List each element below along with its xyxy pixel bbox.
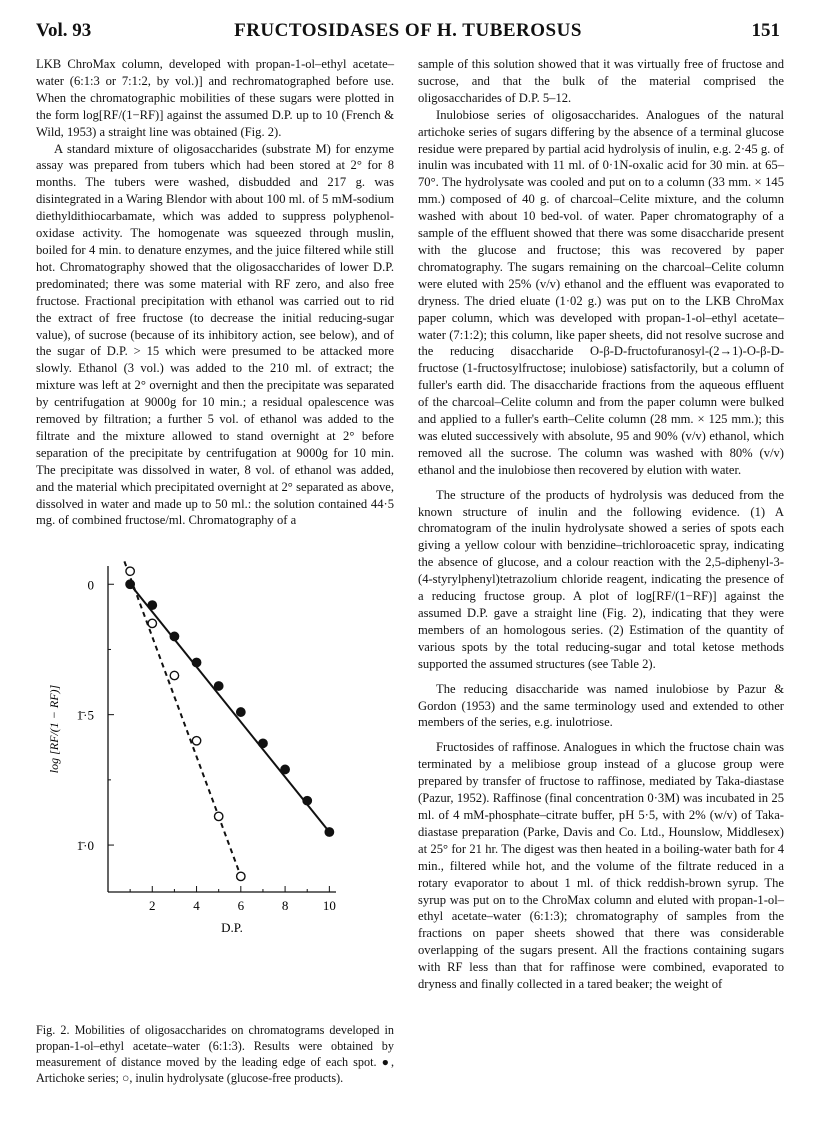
inulin-point — [214, 812, 222, 820]
y-tick-label: 1̄·0 — [76, 838, 94, 854]
x-tick-label: 10 — [322, 898, 336, 913]
artichoke-point — [259, 739, 267, 747]
artichoke-point — [214, 682, 222, 690]
running-title: FRUCTOSIDASES OF H. TUBEROSUS — [234, 20, 582, 41]
artichoke-point — [325, 828, 333, 836]
artichoke-point — [170, 632, 178, 640]
figure-caption: Fig. 2. Mobilities of oligosaccharides on chromatograms developed in propan-1-ol–ethyl acetate–water (6:1:3). Results were obtained by measurement of distance moved by the leading edge of each spot. ●, Artichoke series; ○, inulin hydrolysate (glucose-free products). — [36, 1023, 394, 1085]
x-tick-label: 2 — [149, 898, 156, 913]
paragraph: The structure of the products of hydrolysis was deduced from the known structure of inulin and the following evidence. (1) A chromatogram of the inulin hydrolysate showed a series of spots each giving a yellow colour with benzidine–trichloroacetic spray, indicating the absence of glucose, and a colour reaction with the 2,5-diphenyl-3-(4-styrylphenyl)tetrazolium chloride reagent, indicating the presence of a reducing fructose group. A plot of log[RF/(1−RF)] against the assumed D.P. gave a straight line (Fig. 2), indicating that they were members of an homologous series. (2) Estimation of the quantity of various spots by the total reducing-sugar and total ketose methods supported the assumed structures (see Table 2). — [418, 487, 784, 671]
chart — [36, 558, 394, 958]
artichoke-point — [192, 658, 200, 666]
artichoke-point — [281, 765, 289, 773]
y-axis-label: log [RF/(1 − RF)] — [47, 684, 61, 774]
paragraph: Inulobiose series of oligosaccharides. Analogues of the natural artichoke series of sugars differing by the absence of a terminal glucose residue were prepared by partial acid hydrolysis of inulin, e.g. 2·45 g. of inulin was incubated with 11 ml. of 0·1N-oxalic acid for 30 min. at 65–70°. The hydrolysate was cooled and put on to a column (33 mm. × 145 mm.) composed of 40 g. of charcoal–Celite mixture, and the column washed with about 10 bed-vol. of water. Paper chromatography of a sample of the effluent showed that there was some disaccharide present with the glucose and fructose; this was recovered by paper chromatography. The sugars remaining on the charcoal–Celite column were eluted with 25% (v/v) ethanol and the effluent was evaporated to dryness. The dried eluate (1·02 g.) was put on to the LKB ChroMax paper column, which was developed with propan-1-ol–ethyl acetate–water (7:1:2); this column, like paper sheets, did not resolve sucrose and the reducing disaccharide O-β-D-fructofuranosyl-(2→1)-O-β-D-fructose (1-fructosylfructose; inulobiose) satisfactorily, but a column of fuller's earth did. The disaccharide fractions from the aqueous effluent of the charcoal–Celite column and from the paper column were bulked and applied to a fuller's earth–Celite column (28 mm. × 125 mm.); this was eluted successively with absolute, 95 and 90% (v/v) ethanol, which removed all the sucrose. The column was washed with 80% (v/v) ethanol and the inulobiose then recovered by elution with water. — [418, 107, 784, 477]
inulin-point — [237, 872, 245, 880]
right-column — [418, 56, 784, 993]
artichoke-point — [303, 797, 311, 805]
inulin-point — [170, 671, 178, 679]
left-column — [36, 56, 394, 529]
paragraph: sample of this solution showed that it was virtually free of fructose and sucrose, and that the bulk of the material comprised the oligosaccharides of D.P. 5–12. — [418, 57, 784, 105]
volume-number: Vol. 93 — [36, 20, 92, 41]
artichoke-point — [237, 708, 245, 716]
inulin-point — [192, 737, 200, 745]
x-tick-label: 6 — [237, 898, 245, 913]
artichoke-point — [126, 580, 134, 588]
inulin-point — [126, 567, 134, 575]
paragraph: LKB ChroMax column, developed with propan-1-ol–ethyl acetate–water (6:1:3 or 7:1:2, by vol.)] and rechromatographed before use. When the chromatographic mobilities of these sugars were plotted in the form log[RF/(1−RF)] against the assumed D.P. up to 10 (French & Wild, 1953) a straight line was obtained (Fig. 2). — [36, 57, 394, 139]
paragraph: The reducing disaccharide was named inulobiose by Pazur & Gordon (1953) and the same terminology used and extended to other members of the series, e.g. inulotriose. — [418, 681, 784, 730]
y-tick-label: 1̄·5 — [76, 707, 94, 723]
page-number: 151 — [751, 20, 780, 41]
artichoke-point — [148, 601, 156, 609]
y-tick-label: 0 — [87, 577, 94, 593]
figure-2 — [36, 558, 394, 958]
x-tick-label: 4 — [193, 898, 200, 913]
x-axis-label: D.P. — [221, 920, 243, 935]
running-header — [36, 20, 780, 46]
inulin-trend-line — [121, 558, 241, 876]
paragraph: Fructosides of raffinose. Analogues in which the fructose chain was terminated by a melibiose group instead of a glucose group were prepared by transfer of fructose to raffinose, mediated by Taka-diastase (Pazur, 1952). Raffinose (final concentration 0·3M) was incubated in 25 ml. of 4 mM-phosphate–citrate buffer, pH 5·5, with 2% (w/v) of Taka-diastase preparation (Parke, Davis and Co. Ltd., Hounslow, Middlesex) at 25° for 21 hr. The digest was then heated in a boiling-water bath for 4 min., filtered while hot, and the volume of the filtrate reduced in a rotary evaporator to about 1 ml. of thick reddish-brown syrup. The syrup was put on to the ChroMax column and eluted with propan-1-ol–ethyl acetate–water (6:1:3); chromatography of samples from the fractions on paper sheets showed that there was considerable overlapping of the sugars present. All the fractions containing sugars with RF less than that for raffinose were combined, evaporated to dryness and finally collected in a tared beaker; the weight of — [418, 740, 784, 992]
x-tick-label: 8 — [281, 898, 289, 913]
artichoke-trend-line — [130, 584, 329, 832]
paragraph: A standard mixture of oligosaccharides (substrate M) for enzyme assay was prepared from tubers which had been stored at 2° for 8 months. The tubers were washed, disbudded and 217 g. was disintegrated in a Waring Blendor with about 100 ml. of 5 mM-sodium diethyldithiocarbamate, which was added to suppress polyphenol-oxidase activity. The homogenate was squeezed through muslin, boiled for 4 min. to denature enzymes, and the juice filtered while still hot. Chromatography showed that the oligosaccharides of lower D.P. predominated; there was some material with RF zero, and also free fructose. Fractional precipitation with ethanol was carried out to rid the extract of free fructose (to decrease the initial reducing-sugar value), of sucrose (because of its inhibitory action, see below), and of the sugar of D.P. > 15 which were presumed to be attacked more slowly. Ethanol (3 vol.) was added to the 210 ml. of extract; the mixture was left at 2° overnight and then the precipitate was separated by centrifugation at 9000g for 10 min.; a residual opalescence was removed by filtration; a further 5 vol. of ethanol was added to the filtrate and the mixture allowed to stand overnight at 2° before separation of the precipitate by centrifugation at 9000g for 10 min. The precipitate was dissolved in water, 8 vol. of ethanol was added, and the material which precipitated overnight at 2° separated as above, dissolved in water and made up to 50 ml.: the solution contained 44·5 mg. of combined fructose/ml. Chromatography of a — [36, 141, 394, 528]
inulin-point — [148, 619, 156, 627]
